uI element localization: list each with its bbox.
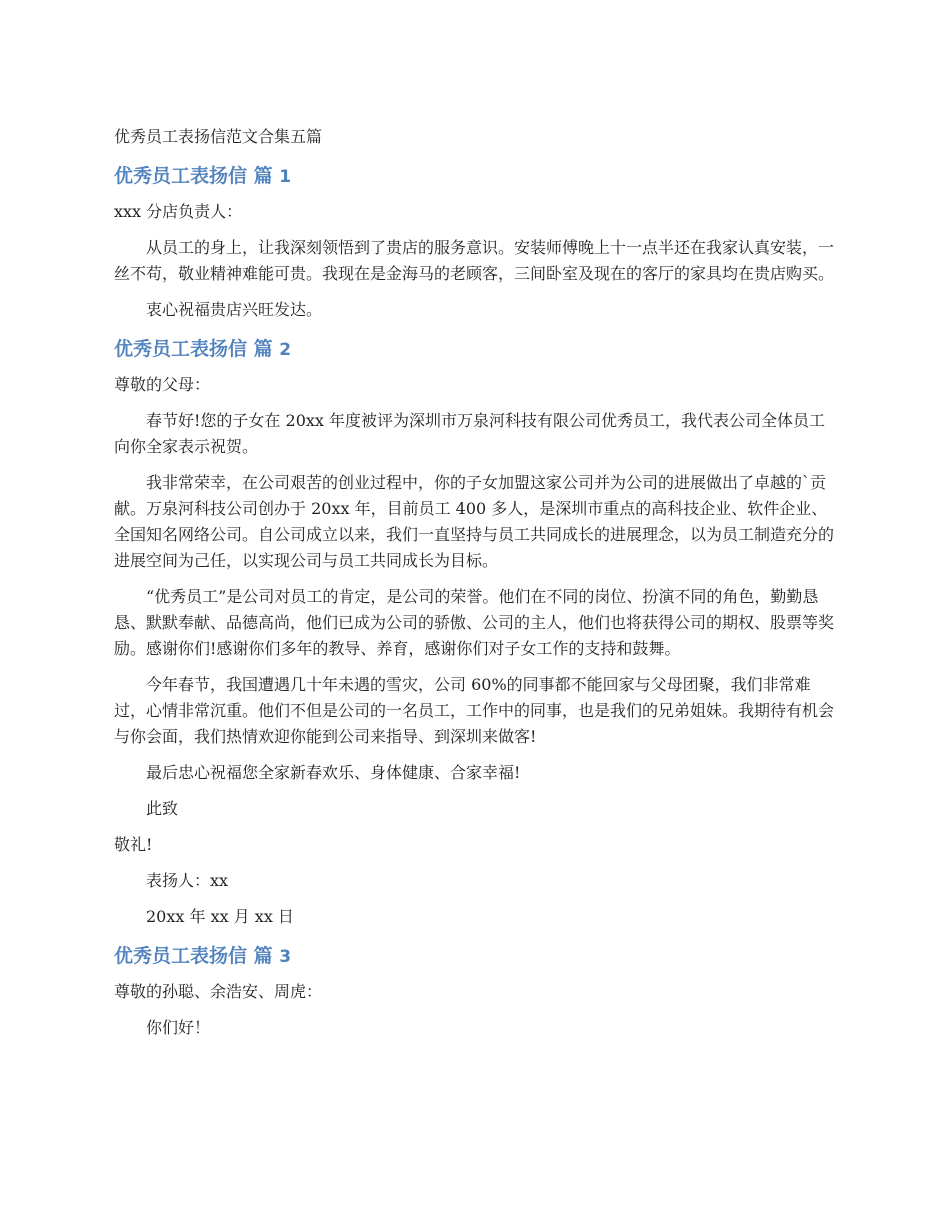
letter-section-3 xyxy=(114,942,838,1041)
body-paragraph: 你们好！ xyxy=(146,1018,211,1037)
body-paragraph: 今年春节，我国遭遇几十年未遇的雪灾，公司 60%的同事都不能回家与父母团聚，我们非常难过，心情非常沉重。他们不但是公司的一名员工，工作中的同事，也是我们的兄弟姐妹。我期待有机会与你会面，我们热情欢迎你能到公司来指导、到深圳来做客! xyxy=(114,675,835,746)
section-heading-suffix: 篇 xyxy=(253,165,273,187)
section-heading-suffix: 篇 xyxy=(253,945,273,967)
letter-section-2 xyxy=(114,335,838,930)
body-paragraph: 最后忠心祝福您全家新春欢乐、身体健康、合家幸福! xyxy=(146,763,521,782)
section-heading xyxy=(114,162,838,191)
section-heading-number: 2 xyxy=(279,340,292,360)
section-heading-text: 优秀员工表扬信 xyxy=(114,165,248,187)
closing: 敬礼! xyxy=(114,835,153,854)
salutation: 尊敬的孙聪、余浩安、周虎： xyxy=(114,982,323,1001)
section-heading-text: 优秀员工表扬信 xyxy=(114,338,248,360)
salutation: 尊敬的父母： xyxy=(114,375,211,394)
body-paragraph: 从员工的身上，让我深刻领悟到了贵店的服务意识。安装师傅晚上十一点半还在我家认真安装，一丝不苟，敬业精神难能可贵。我现在是金海马的老顾客，三间卧室及现在的客厅的家具均在贵店购买。 xyxy=(114,238,835,283)
salutation: xxx 分店负责人： xyxy=(114,202,243,221)
signature: 表扬人：xx xyxy=(146,871,229,890)
section-heading-number: 3 xyxy=(279,947,292,967)
letter-section-1 xyxy=(114,162,838,323)
body-paragraph: 衷心祝福贵店兴旺发达。 xyxy=(146,300,323,319)
section-heading xyxy=(114,942,838,971)
body-paragraph: “优秀员工”是公司对员工的肯定，是公司的荣誉。他们在不同的岗位、扮演不同的角色，勤勤恳恳、默默奉献、品德高尚，他们已成为公司的骄傲、公司的主人，他们也将获得公司的期权、股票等奖励。感谢你们!感谢你们多年的教导、养育，感谢你们对子女工作的支持和鼓舞。 xyxy=(114,587,835,658)
body-paragraph: 春节好!您的子女在 20xx 年度被评为深圳市万泉河科技有限公司优秀员工，我代表公司全体员工向你全家表示祝贺。 xyxy=(114,411,826,456)
section-heading-suffix: 篇 xyxy=(253,338,273,360)
section-heading-number: 1 xyxy=(279,167,292,187)
document-title: 优秀员工表扬信范文合集五篇 xyxy=(114,127,323,146)
body-paragraph: 我非常荣幸，在公司艰苦的创业过程中，你的子女加盟这家公司并为公司的进展做出了卓越的`贡献。万泉河科技公司创办于 20xx 年，目前员工 400 多人，是深圳市重点的高科技企业、软件企业、全国知名网络公司。自公司成立以来，我们一直坚持与员工共同成长的进展理念，以为员工制造充分的进展空间为己任，以实现公司与员工共同成长为目标。 xyxy=(114,473,835,570)
section-heading xyxy=(114,335,838,364)
body-paragraph: 此致 xyxy=(146,799,179,818)
section-heading-text: 优秀员工表扬信 xyxy=(114,945,248,967)
date: 20xx 年 xx 月 xx 日 xyxy=(146,907,294,926)
document-page xyxy=(114,124,838,1051)
